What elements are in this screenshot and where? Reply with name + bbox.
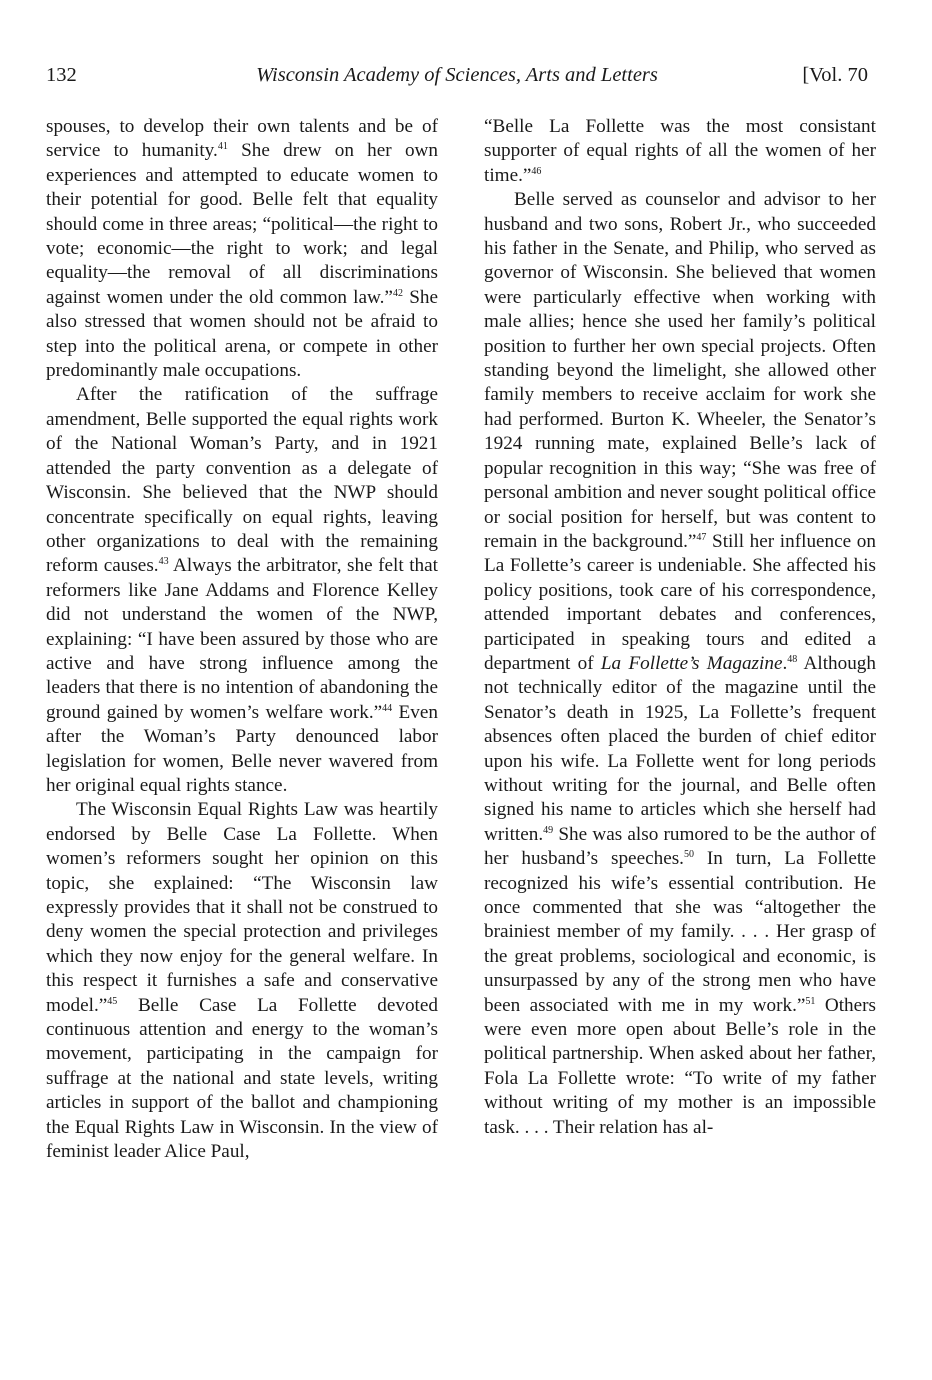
- volume-label: [Vol. 70: [802, 64, 868, 86]
- footnote-ref-42: 42: [392, 287, 403, 299]
- text-run: The Wisconsin Equal Rights Law was heartily endorsed by Belle Case La Follette. When women’s reformers sought her opinion on this topic, she explained: “The Wisconsin law expressly provides that it shall not be construed to deny women the special protection and privileges which they now enjoy for the general welfare. In this respect it furnishes a safe and conservative model.”: [46, 799, 438, 1016]
- text-run: Belle Case La Follette devoted continuous attention and energy to the woman’s movement, participating in the campaign for suffrage at the national and state levels, writing articles in support of the ballot and championing the Equal Rights Law in Wisconsin. In the view of feminist leader Alice Paul,: [46, 994, 438, 1163]
- footnote-ref-47: 47: [696, 531, 707, 543]
- paragraph-3: [46, 798, 438, 1164]
- footnote-ref-48: 48: [787, 653, 798, 665]
- paragraph-1: [46, 115, 438, 383]
- page-number: 132: [46, 64, 77, 86]
- running-header: [46, 64, 868, 96]
- text-run: spouses, to develop their own talents and be of service to humanity.: [46, 116, 438, 162]
- footnote-ref-51: 51: [805, 995, 816, 1007]
- text-run: She drew on her own experiences and attempted to educate women to their potential for good. Belle felt that equality should come in three areas; “political—the right to vote; economic—the right to work; and legal equality—the removal of all discriminations against women under the old common law.”: [46, 140, 438, 308]
- footnote-ref-43: 43: [158, 556, 169, 568]
- paragraph-2: [46, 383, 438, 798]
- text-run: In turn, La Follette recognized his wife’s essential contribution. He once commented that she was “altogether the brainiest member of my family. . . . Her grasp of the great problems, sociological and economic, is unsurpassed by any of the strong men who have been associated with me in my work.”: [484, 848, 877, 1016]
- text-run: Others were even more open about Belle’s role in the political partnership. When asked about her father, Fola La Follette wrote: “To write of my father without writing of my mother is an impossible task. . . . Their relation has al-: [484, 994, 877, 1138]
- text-run: Although not technically editor of the magazine until the Senator’s death in 1925, La Follette’s frequent absences often placed the burden of chief editor upon his wife. La Follette went for long periods without writing for the journal, and Belle often signed his name to articles which she herself had written.: [484, 652, 876, 845]
- footnote-ref-46: 46: [531, 165, 542, 177]
- paragraph-4: [484, 115, 876, 188]
- footnote-ref-44: 44: [382, 702, 393, 714]
- text-run: “Belle La Follette was the most consistant supporter of equal rights of all the women of her time.”: [484, 116, 876, 186]
- footnote-ref-41: 41: [217, 141, 228, 153]
- text-run: She also stressed that women should not be afraid to step into the political arena, or compete in other predominantly male occupations.: [46, 286, 438, 382]
- left-column: [46, 115, 438, 1164]
- footnote-ref-49: 49: [543, 824, 554, 836]
- paragraph-5: [484, 188, 876, 1140]
- journal-title: Wisconsin Academy of Sciences, Arts and Letters: [256, 64, 658, 86]
- footnote-ref-45: 45: [107, 995, 118, 1007]
- text-run: After the ratification of the suffrage amendment, Belle supported the equal rights work of the National Woman’s Party, and in 1921 attended the party convention as a delegate of Wisconsin. She believed that the NWP should concentrate specifically on equal rights, leaving other organizations to deal with the remaining reform causes.: [46, 384, 438, 577]
- right-column: [484, 115, 876, 1140]
- text-run: .: [782, 652, 788, 674]
- text-run: Still her influence on La Follette’s career is undeniable. She affected his policy positions, took care of his correspondence, attended important debates and conferences, participated in speaking tours and edited a department of: [484, 530, 876, 674]
- text-run: Always the arbitrator, she felt that reformers like Jane Addams and Florence Kelley did not understand the women of the NWP, explaining: “I have been assured by those who are active and have strong influence among the leaders that there is no intention of abandoning the ground gained by women’s welfare work.”: [46, 555, 438, 723]
- text-run: Even after the Woman’s Party denounced labor legislation for women, Belle never wavered from her original equal rights stance.: [46, 701, 438, 796]
- text-run: Belle served as counselor and advisor to her husband and two sons, Robert Jr., who succeeded his father in the Senate, and Philip, who served as governor of Wisconsin. She believed that women were particularly effective when working with male allies; hence she used her family’s political position to further her own special projects. Often standing beyond the limelight, she allowed other family members to receive acclaim for work she had performed. Burton K. Wheeler, the Senator’s 1924 running mate, explained Belle’s lack of popular recognition in this way; “She was free of personal ambition and never sought political office or social position for herself, but was content to remain in the background.”: [484, 189, 876, 552]
- magazine-title: La Follette’s Magazine: [600, 652, 783, 674]
- text-run: She was also rumored to be the author of her husband’s speeches.: [484, 823, 876, 870]
- footnote-ref-50: 50: [683, 849, 694, 861]
